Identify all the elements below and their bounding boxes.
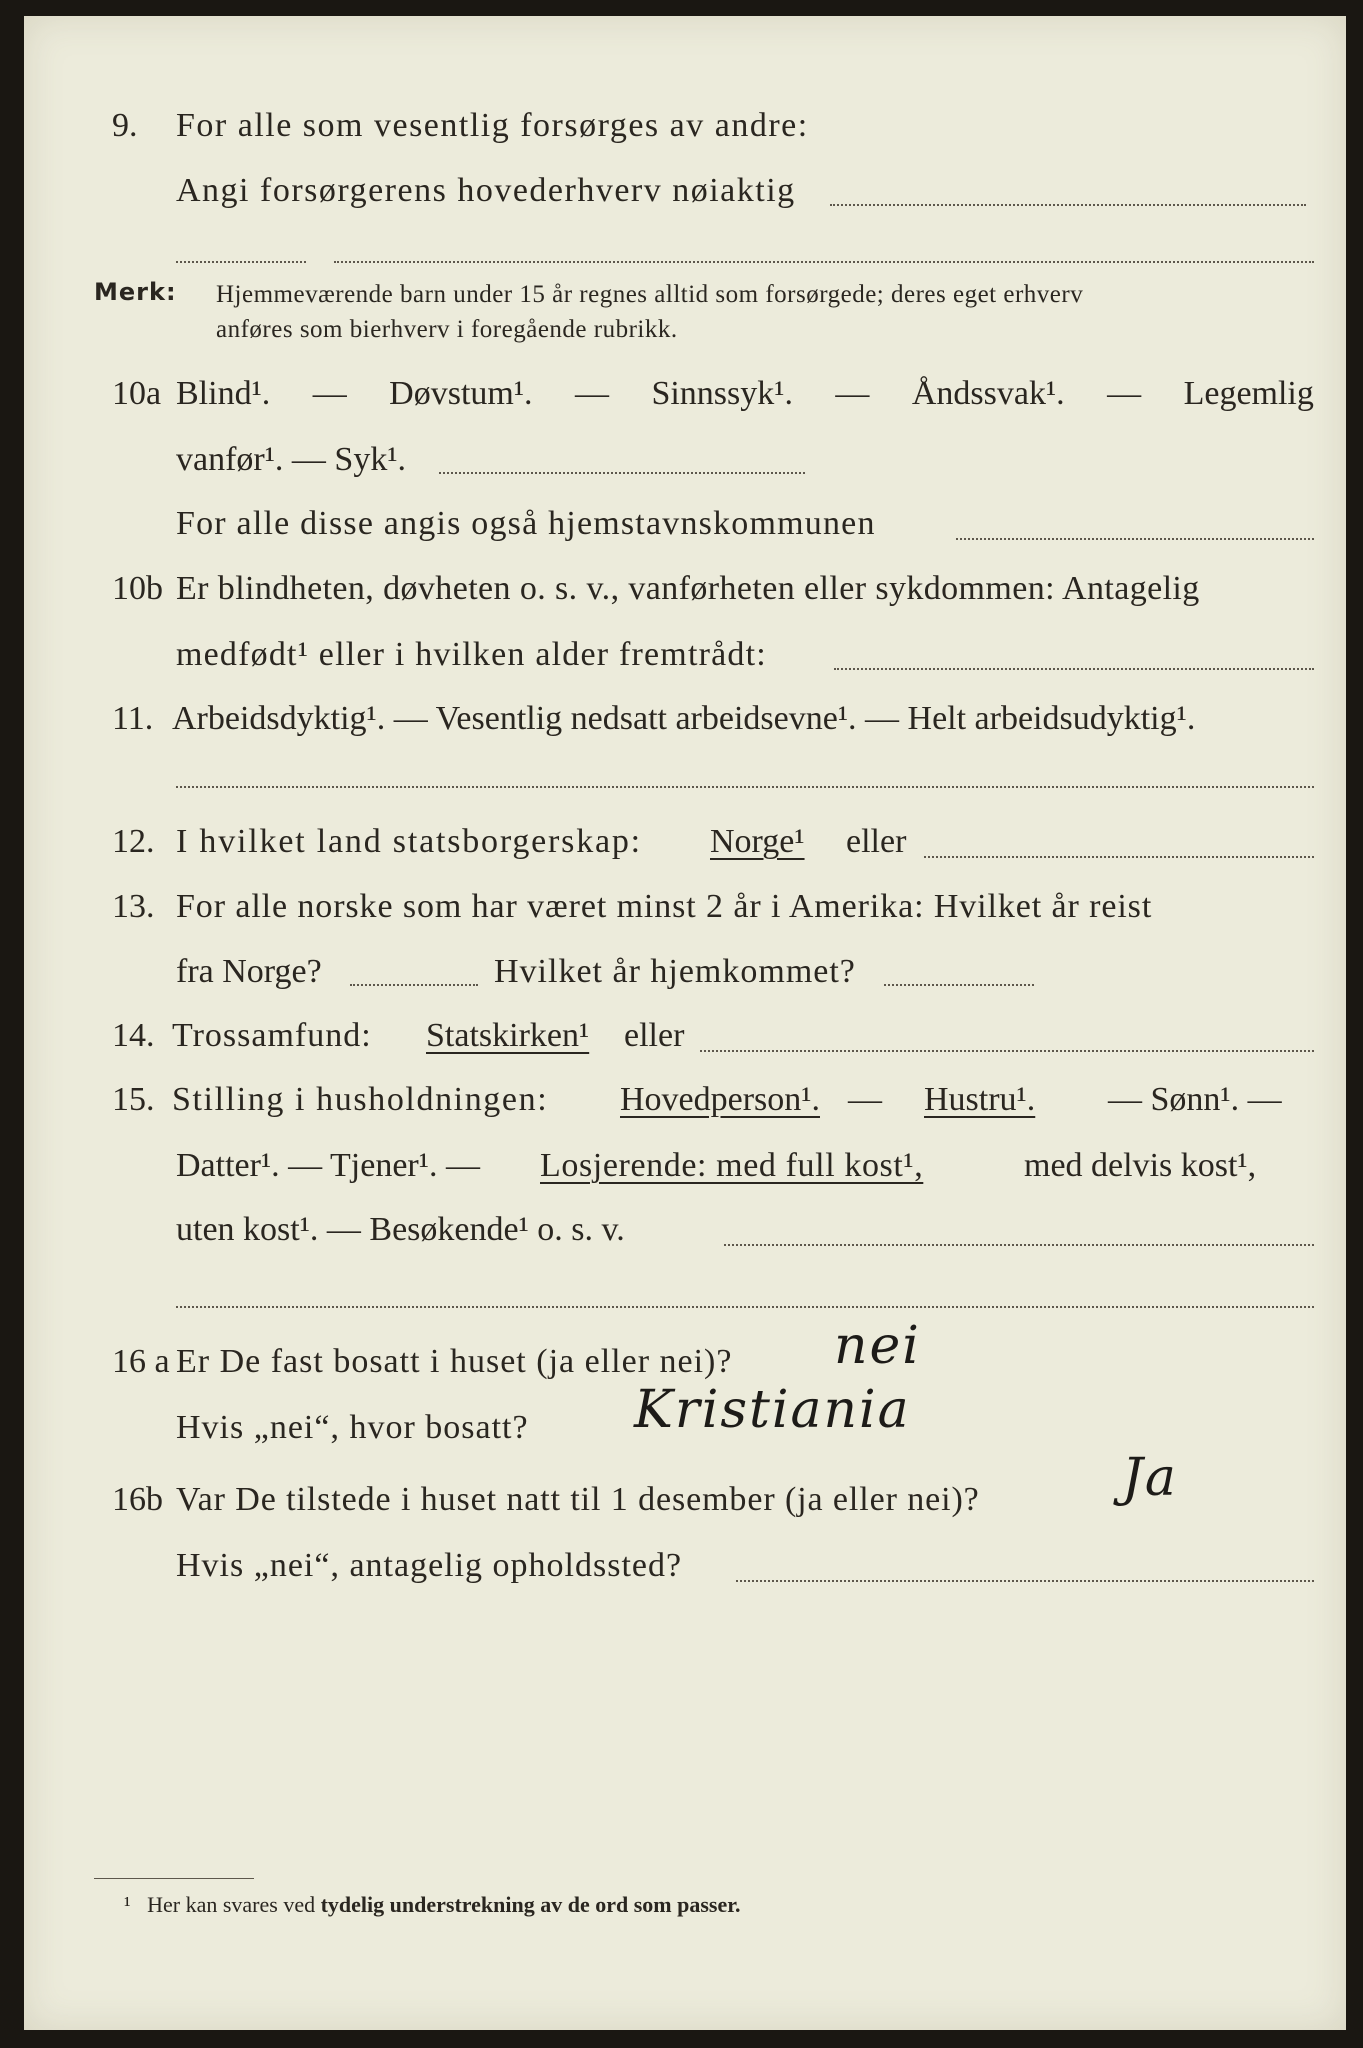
q10a-opt-dovstum: Døvstum¹. [389, 375, 533, 412]
q13-reist-label: fra Norge? [176, 953, 322, 990]
q10a-opt-andssvak: Åndssvak¹. [911, 375, 1065, 412]
q15-delvis-kost: med delvis kost¹, [1024, 1147, 1257, 1184]
q16a-number: 16 a [112, 1343, 170, 1380]
q16b-question: Var De tilstede i huset natt til 1 desember (ja eller nei)? [176, 1481, 980, 1518]
q11-field[interactable] [176, 786, 1314, 788]
q13-number: 13. [112, 888, 155, 925]
q10a-vanfor-syk: vanfør¹. — Syk¹. [176, 441, 407, 478]
q15-other-field[interactable] [724, 1244, 1314, 1246]
q10a-opt-sinnssyk: Sinnssyk¹. [651, 375, 793, 412]
q10a-dash: — [312, 375, 347, 412]
q10b-alder-field[interactable] [834, 668, 1314, 670]
merk-line1: Hjemmeværende barn under 15 år regnes alltid som forsørgede; deres eget erhverv [216, 281, 1084, 308]
q12-option-norge[interactable]: Norge¹ [710, 823, 805, 860]
q14-number: 14. [112, 1017, 155, 1054]
q15-sonn: — Sønn¹. — [1108, 1081, 1282, 1118]
q15-option-hovedperson[interactable]: Hovedperson¹. [620, 1081, 820, 1118]
q10a-opt-blind: Blind¹. [176, 375, 271, 412]
merk-line2: anføres som bierhverv i foregående rubrikk. [216, 316, 678, 343]
q15-datter-tjener: Datter¹. — Tjener¹. — [176, 1147, 480, 1184]
census-form-page [24, 16, 1346, 2030]
q9-question: For alle som vesentlig forsørges av andre: [176, 107, 809, 144]
q16a-bosatt-label: Hvis „nei“, hvor bosatt? [176, 1409, 529, 1446]
q10a-dash: — [1107, 375, 1142, 412]
q15-option-losjerende[interactable]: Losjerende: med full kost¹, [540, 1147, 924, 1184]
footnote-rule [94, 1878, 254, 1879]
q10a-hjemstavn-label: For alle disse angis også hjemstavnskommunen [176, 505, 876, 542]
q9-extra-field-a[interactable] [176, 261, 306, 263]
q11-number: 11. [112, 700, 154, 737]
footnote-mark: ¹ [124, 1892, 131, 1917]
q16a-bosatt-answer-handwritten[interactable]: Kristiania [634, 1380, 911, 1440]
q15-uten-kost: uten kost¹. — Besøkende¹ o. s. v. [176, 1211, 625, 1248]
q13-hjemkommet-label: Hvilket år hjemkommet? [494, 953, 856, 990]
footnote-text: Her kan svares ved [147, 1892, 316, 1917]
q9-occupation-field[interactable] [830, 204, 1306, 206]
q10a-dash: — [835, 375, 870, 412]
q13-question: For alle norske som har været minst 2 år i Amerika: Hvilket år reist [176, 888, 1153, 925]
q15-extra-field[interactable] [176, 1306, 1314, 1308]
q16b-opholdssted-field[interactable] [736, 1580, 1314, 1582]
footnote-bold-text: tydelig understrekning av de ord som passer. [320, 1892, 741, 1917]
q16a-answer-handwritten[interactable]: nei [834, 1316, 921, 1376]
q13-reist-field[interactable] [350, 984, 478, 986]
q14-other-field[interactable] [700, 1050, 1314, 1052]
q12-other-field[interactable] [924, 856, 1314, 858]
q10a-number: 10a [112, 375, 162, 412]
q10a-syk-field[interactable] [439, 472, 805, 474]
q10a-options [176, 374, 1314, 414]
q9-number: 9. [112, 107, 138, 144]
q15-question: Stilling i husholdningen: [172, 1081, 549, 1118]
q16b-opholdssted-label: Hvis „nei“, antagelig opholdssted? [176, 1547, 683, 1584]
q10b-number: 10b [112, 570, 163, 607]
footnote [124, 1890, 741, 1920]
q16b-number: 16b [112, 1481, 163, 1518]
q16a-question: Er De fast bosatt i huset (ja eller nei)? [176, 1343, 733, 1380]
q15-dash: — [848, 1081, 882, 1118]
q13-hjemkommet-field[interactable] [884, 984, 1034, 986]
q16b-answer-handwritten[interactable]: Ja [1122, 1448, 1178, 1508]
q12-number: 12. [112, 823, 155, 860]
q14-option-statskirken[interactable]: Statskirken¹ [426, 1017, 590, 1054]
q10a-dash: — [575, 375, 609, 412]
q11-options: Arbeidsdyktig¹. — Vesentlig nedsatt arbeidsevne¹. — Helt arbeidsudyktig¹. [172, 700, 1196, 737]
q12-eller: eller [846, 823, 907, 860]
merk-label: Merk: [94, 278, 177, 306]
q14-question: Trossamfund: [172, 1017, 372, 1054]
q10b-question: Er blindheten, døvheten o. s. v., vanførheten eller sykdommen: Antagelig [176, 570, 1200, 607]
q15-option-hustru[interactable]: Hustru¹. [924, 1081, 1036, 1118]
q12-question: I hvilket land statsborgerskap: [176, 823, 642, 860]
q9-extra-field-b[interactable] [334, 261, 1314, 263]
q14-eller: eller [624, 1017, 685, 1054]
q10a-opt-legemlig: Legemlig [1183, 375, 1314, 412]
q15-number: 15. [112, 1081, 155, 1118]
q9-occupation-label: Angi forsørgerens hovederhverv nøiaktig [176, 172, 796, 209]
q10a-hjemstavn-field[interactable] [956, 538, 1314, 540]
q10b-alder-label: medfødt¹ eller i hvilken alder fremtrådt: [176, 636, 767, 673]
